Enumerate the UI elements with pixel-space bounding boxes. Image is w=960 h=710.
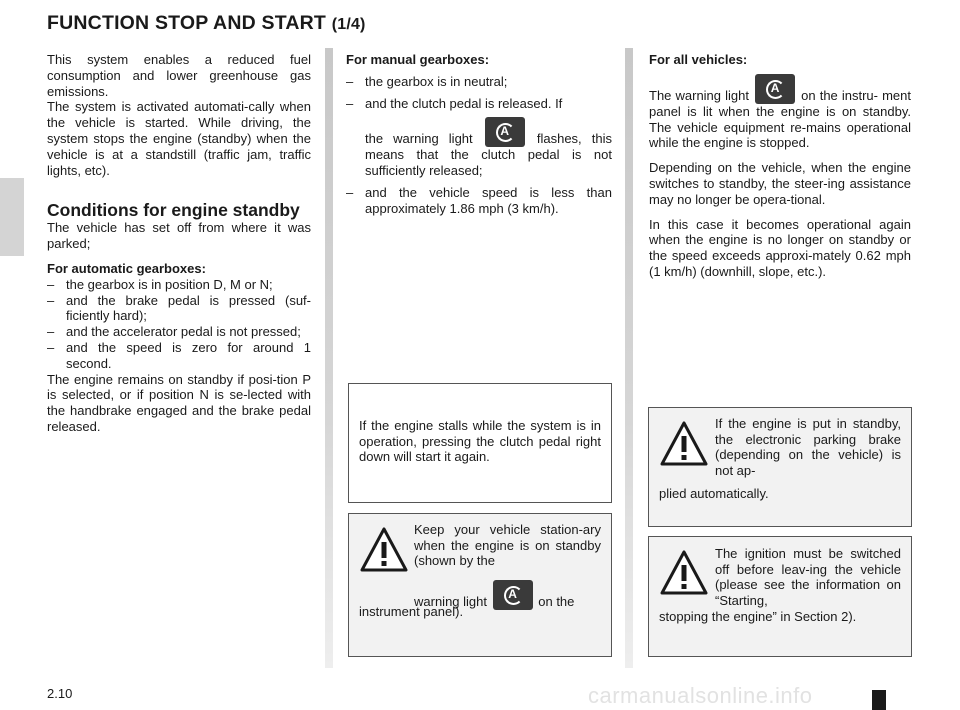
standby-light-paragraph: The warning light A on the instru- ment panel is lit when the engine is on standby. The vehicle equipment re-mains operational while the engine is stopped.	[649, 74, 911, 151]
manual-gearbox-heading: For manual gearboxes:	[346, 52, 490, 67]
auto-stop-start-A-icon: A	[755, 74, 795, 104]
title-text: FUNCTION STOP AND START	[47, 12, 327, 34]
list-item: – and the vehicle speed is less than approximately 1.86 mph (3 km/h).	[346, 184, 612, 216]
chapter-tab	[0, 178, 24, 256]
warning-box-ignition	[648, 536, 912, 657]
page-corner-tab	[872, 690, 886, 710]
auto-stop-start-A-icon: A	[485, 117, 525, 147]
automatic-gearbox-heading: For automatic gearboxes:	[47, 260, 206, 276]
column-2	[346, 52, 612, 217]
standby-condition: The vehicle has set off from where it was parked;	[47, 220, 311, 252]
list-item: – the gearbox is in neutral;	[346, 73, 508, 89]
warning-box-parking-brake	[648, 407, 912, 527]
warning-text: Keep your vehicle station-ary when the engine is on standby (shown by the	[414, 522, 601, 568]
standby-note: The engine remains on standby if posi-tion P is selected, or if position N is se-lected with the handbrake engaged and the brake pedal released.	[47, 371, 311, 434]
column-3	[649, 52, 911, 280]
list-item: – and the clutch pedal is released. If	[346, 95, 563, 111]
intro-paragraph-1: This system enables a reduced fuel consumption and lower greenhouse gas emissions.	[47, 52, 311, 99]
title-part: (1/4)	[331, 16, 366, 33]
warning-text: If the engine is put in standby, the electronic parking brake (depending on the vehicle) is not ap-	[715, 416, 901, 478]
column-gutter-1	[325, 48, 333, 668]
warning-text: The ignition must be switched off before leav-ing the vehicle (please see the information on “Starting,	[715, 546, 901, 608]
list-item: – and the accelerator pedal is not pressed;	[47, 324, 301, 340]
warning-box-stationary	[348, 513, 612, 657]
page-title	[47, 12, 366, 35]
auto-stop-start-A-icon: A	[493, 580, 533, 610]
steering-paragraph: Depending on the vehicle, when the engine switches to standby, the steer-ing assistance may no longer be opera-tional.	[649, 160, 911, 207]
warning-text-end: instrument panel).	[359, 604, 464, 619]
column-1	[47, 52, 311, 435]
info-box-stall	[348, 383, 612, 503]
list-item: – the gearbox is in position D, M or N;	[47, 276, 273, 292]
info-box-text: If the engine stalls while the system is in operation, pressing the clutch pedal right down will start it again.	[359, 418, 601, 464]
list-item: – and the speed is zero for around 1 second.	[47, 339, 311, 371]
section-heading: Conditions for engine standby	[47, 200, 300, 221]
list-item: – and the brake pedal is pressed (suf-ficiently hard);	[47, 292, 311, 324]
list-item-continued: the warning light A flashes, this means that the clutch pedal is not sufficiently released;	[346, 117, 612, 179]
warning-text-end: plied automatically.	[659, 486, 769, 501]
intro-paragraph-2: The system is activated automati-cally when the vehicle is started. While driving, the system stops the engine (standby) when the vehicle is at a standstill (traffic jam, traffic lights, etc).	[47, 99, 311, 178]
operational-paragraph: In this case it becomes operational again when the engine is no longer on standby or the speed exceeds approxi-mately 0.62 mph (1 km/h) (downhill, slope, etc.).	[649, 216, 911, 279]
warning-triangle-icon	[359, 526, 409, 574]
warning-text-line: warning light A on the	[414, 580, 601, 610]
all-vehicles-heading: For all vehicles:	[649, 52, 748, 67]
warning-triangle-icon	[659, 420, 709, 468]
column-gutter-2	[625, 48, 633, 668]
watermark: carmanualsonline.info	[588, 683, 813, 708]
warning-text-end: stopping the engine” in Section 2).	[659, 609, 857, 624]
warning-triangle-icon	[659, 549, 709, 597]
page-number: 2.10	[47, 686, 73, 701]
